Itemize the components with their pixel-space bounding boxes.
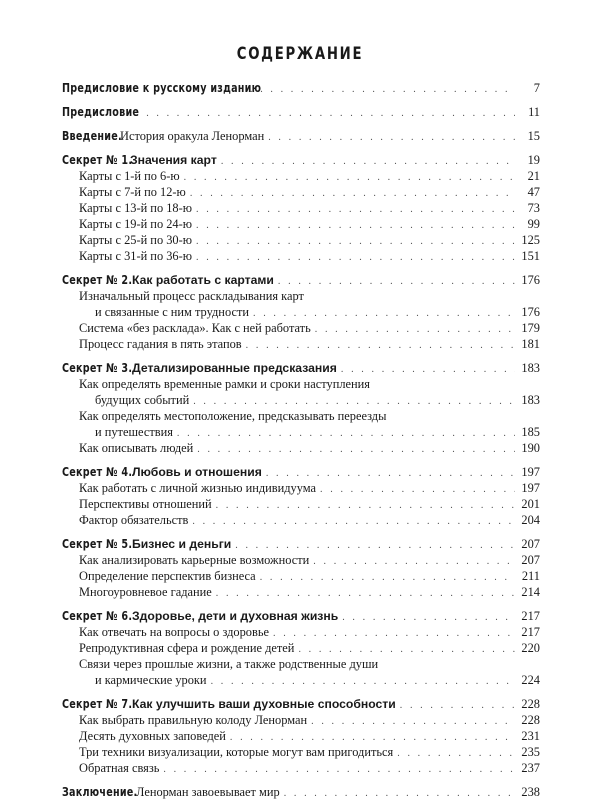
page-number: 11 <box>528 105 540 119</box>
toc-subentry[interactable]: Связи через прошлые жизни, а также родственные души <box>79 657 379 671</box>
page-title: СОДЕРЖАНИЕ <box>236 44 364 64</box>
entry-title: Как улучшить ваши духовные способности <box>132 697 396 711</box>
entry-lead: Заключение. <box>62 785 138 799</box>
toc-subentry[interactable]: Карты с 31-й по 36-ю . . . 151 <box>62 248 540 264</box>
page-number: 7 <box>533 81 540 95</box>
leader-dots <box>250 82 515 98</box>
page-number: 228 <box>521 697 540 711</box>
entry-title: Значения карт <box>130 153 217 167</box>
page-number: 15 <box>527 129 540 143</box>
leader-dots <box>284 786 515 802</box>
toc-subentry[interactable]: Многоуровневое гадание . . . 214 <box>62 584 540 600</box>
toc-subentry[interactable]: Как описывать людей . . . 190 <box>62 440 540 456</box>
entry-lead: Секрет № 6. <box>62 609 133 623</box>
toc-subentry[interactable]: Карты с 25-й по 30-ю . . . 125 <box>62 232 540 248</box>
page-number: 197 <box>521 465 540 479</box>
entry-lead: Секрет № 7. <box>62 697 133 711</box>
toc-subentry[interactable]: Карты с 13-й по 18-ю . . . 73 <box>62 200 540 216</box>
toc-subentry[interactable]: Как анализировать карьерные возможности . . . 207 <box>62 552 540 568</box>
toc-entry-secret-3[interactable] <box>62 360 540 376</box>
toc-subentry-continued[interactable]: будущих событий . . . 183 <box>62 392 540 408</box>
toc-entry-preface[interactable] <box>62 104 540 120</box>
entry-lead: Введение. <box>62 129 122 143</box>
toc-subentry[interactable]: Определение перспектив бизнеса . . . 211 <box>62 568 540 584</box>
entry-lead: Секрет № 5. <box>62 537 133 551</box>
toc-subentry[interactable]: Процесс гадания в пять этапов . . . 181 <box>62 336 540 352</box>
page-number: 207 <box>521 537 540 551</box>
page-number: 176 <box>521 273 540 287</box>
entry-title: Здоровье, дети и духовная жизнь <box>132 609 339 623</box>
toc-subentry[interactable]: Изначальный процесс раскладывания карт <box>79 289 304 303</box>
toc-subentry[interactable]: Как определять временные рамки и сроки наступления <box>79 377 370 391</box>
entry-title: Детализированные предсказания <box>132 361 337 375</box>
toc-subentry[interactable]: Обратная связь . . . 237 <box>62 760 540 776</box>
entry-title: Ленорман завоевывает мир <box>136 785 280 799</box>
toc-subentry[interactable]: Как определять местоположение, предсказывать переезды <box>79 409 387 423</box>
toc-subentry[interactable]: Система «без расклада». Как с ней работать . . . 179 <box>62 320 540 336</box>
toc-subentry[interactable]: Как выбрать правильную колоду Ленорман . . . 228 <box>62 712 540 728</box>
toc-subentry[interactable]: Репродуктивная сфера и рождение детей . . . 220 <box>62 640 540 656</box>
toc-subentry[interactable]: Как работать с личной жизнью индивидуума . . . 197 <box>62 480 540 496</box>
table-of-contents <box>62 80 540 800</box>
leader-dots <box>268 130 515 146</box>
page-number: 19 <box>527 153 540 167</box>
entry-lead: Предисловие <box>62 105 140 119</box>
toc-subentry[interactable]: Карты с 1-й по 6-ю . . . 21 <box>62 168 540 184</box>
leader-dots <box>136 106 515 122</box>
toc-subentry-continued[interactable]: и кармические уроки . . . 224 <box>62 672 540 688</box>
toc-entry-secret-5[interactable] <box>62 536 540 552</box>
entry-title: Бизнес и деньги <box>132 537 232 551</box>
toc-subentry[interactable]: Как отвечать на вопросы о здоровье . . . 217 <box>62 624 540 640</box>
entry-lead: Секрет № 2. <box>62 273 133 287</box>
entry-title: Любовь и отношения <box>132 465 262 479</box>
toc-entry-conclusion[interactable] <box>62 784 540 800</box>
toc-entry-secret-2[interactable] <box>62 272 540 288</box>
entry-title: История оракула Ленорман <box>120 129 265 143</box>
toc-entry-introduction[interactable] <box>62 128 540 144</box>
page-number: 183 <box>521 361 540 375</box>
toc-subentry-continued[interactable]: и путешествия . . . 185 <box>62 424 540 440</box>
toc-entry-preface-russian[interactable] <box>62 80 540 96</box>
entry-lead: Секрет № 3. <box>62 361 133 375</box>
entry-title: Как работать с картами <box>132 273 274 287</box>
toc-subentry[interactable]: Карты с 19-й по 24-ю . . . 99 <box>62 216 540 232</box>
toc-subentry[interactable]: Десять духовных заповедей . . . 231 <box>62 728 540 744</box>
page-number: 238 <box>521 785 540 799</box>
entry-lead: Предисловие к русскому изданию <box>62 81 262 95</box>
toc-subentry[interactable]: Фактор обязательств . . . 204 <box>62 512 540 528</box>
entry-lead: Секрет № 4. <box>62 465 133 479</box>
toc-entry-secret-6[interactable] <box>62 608 540 624</box>
page-number: 217 <box>521 609 540 623</box>
toc-subentry[interactable]: Три техники визуализации, которые могут вам пригодиться . . . 235 <box>62 744 540 760</box>
toc-subentry[interactable]: Перспективы отношений . . . 201 <box>62 496 540 512</box>
toc-subentry-continued[interactable]: и связанные с ним трудности . . . 176 <box>62 304 540 320</box>
toc-entry-secret-7[interactable] <box>62 696 540 712</box>
entry-lead: Секрет № 1. <box>62 153 133 167</box>
toc-entry-secret-1[interactable] <box>62 152 540 168</box>
toc-entry-secret-4[interactable] <box>62 464 540 480</box>
toc-subentry[interactable]: Карты с 7-й по 12-ю . . . 47 <box>62 184 540 200</box>
